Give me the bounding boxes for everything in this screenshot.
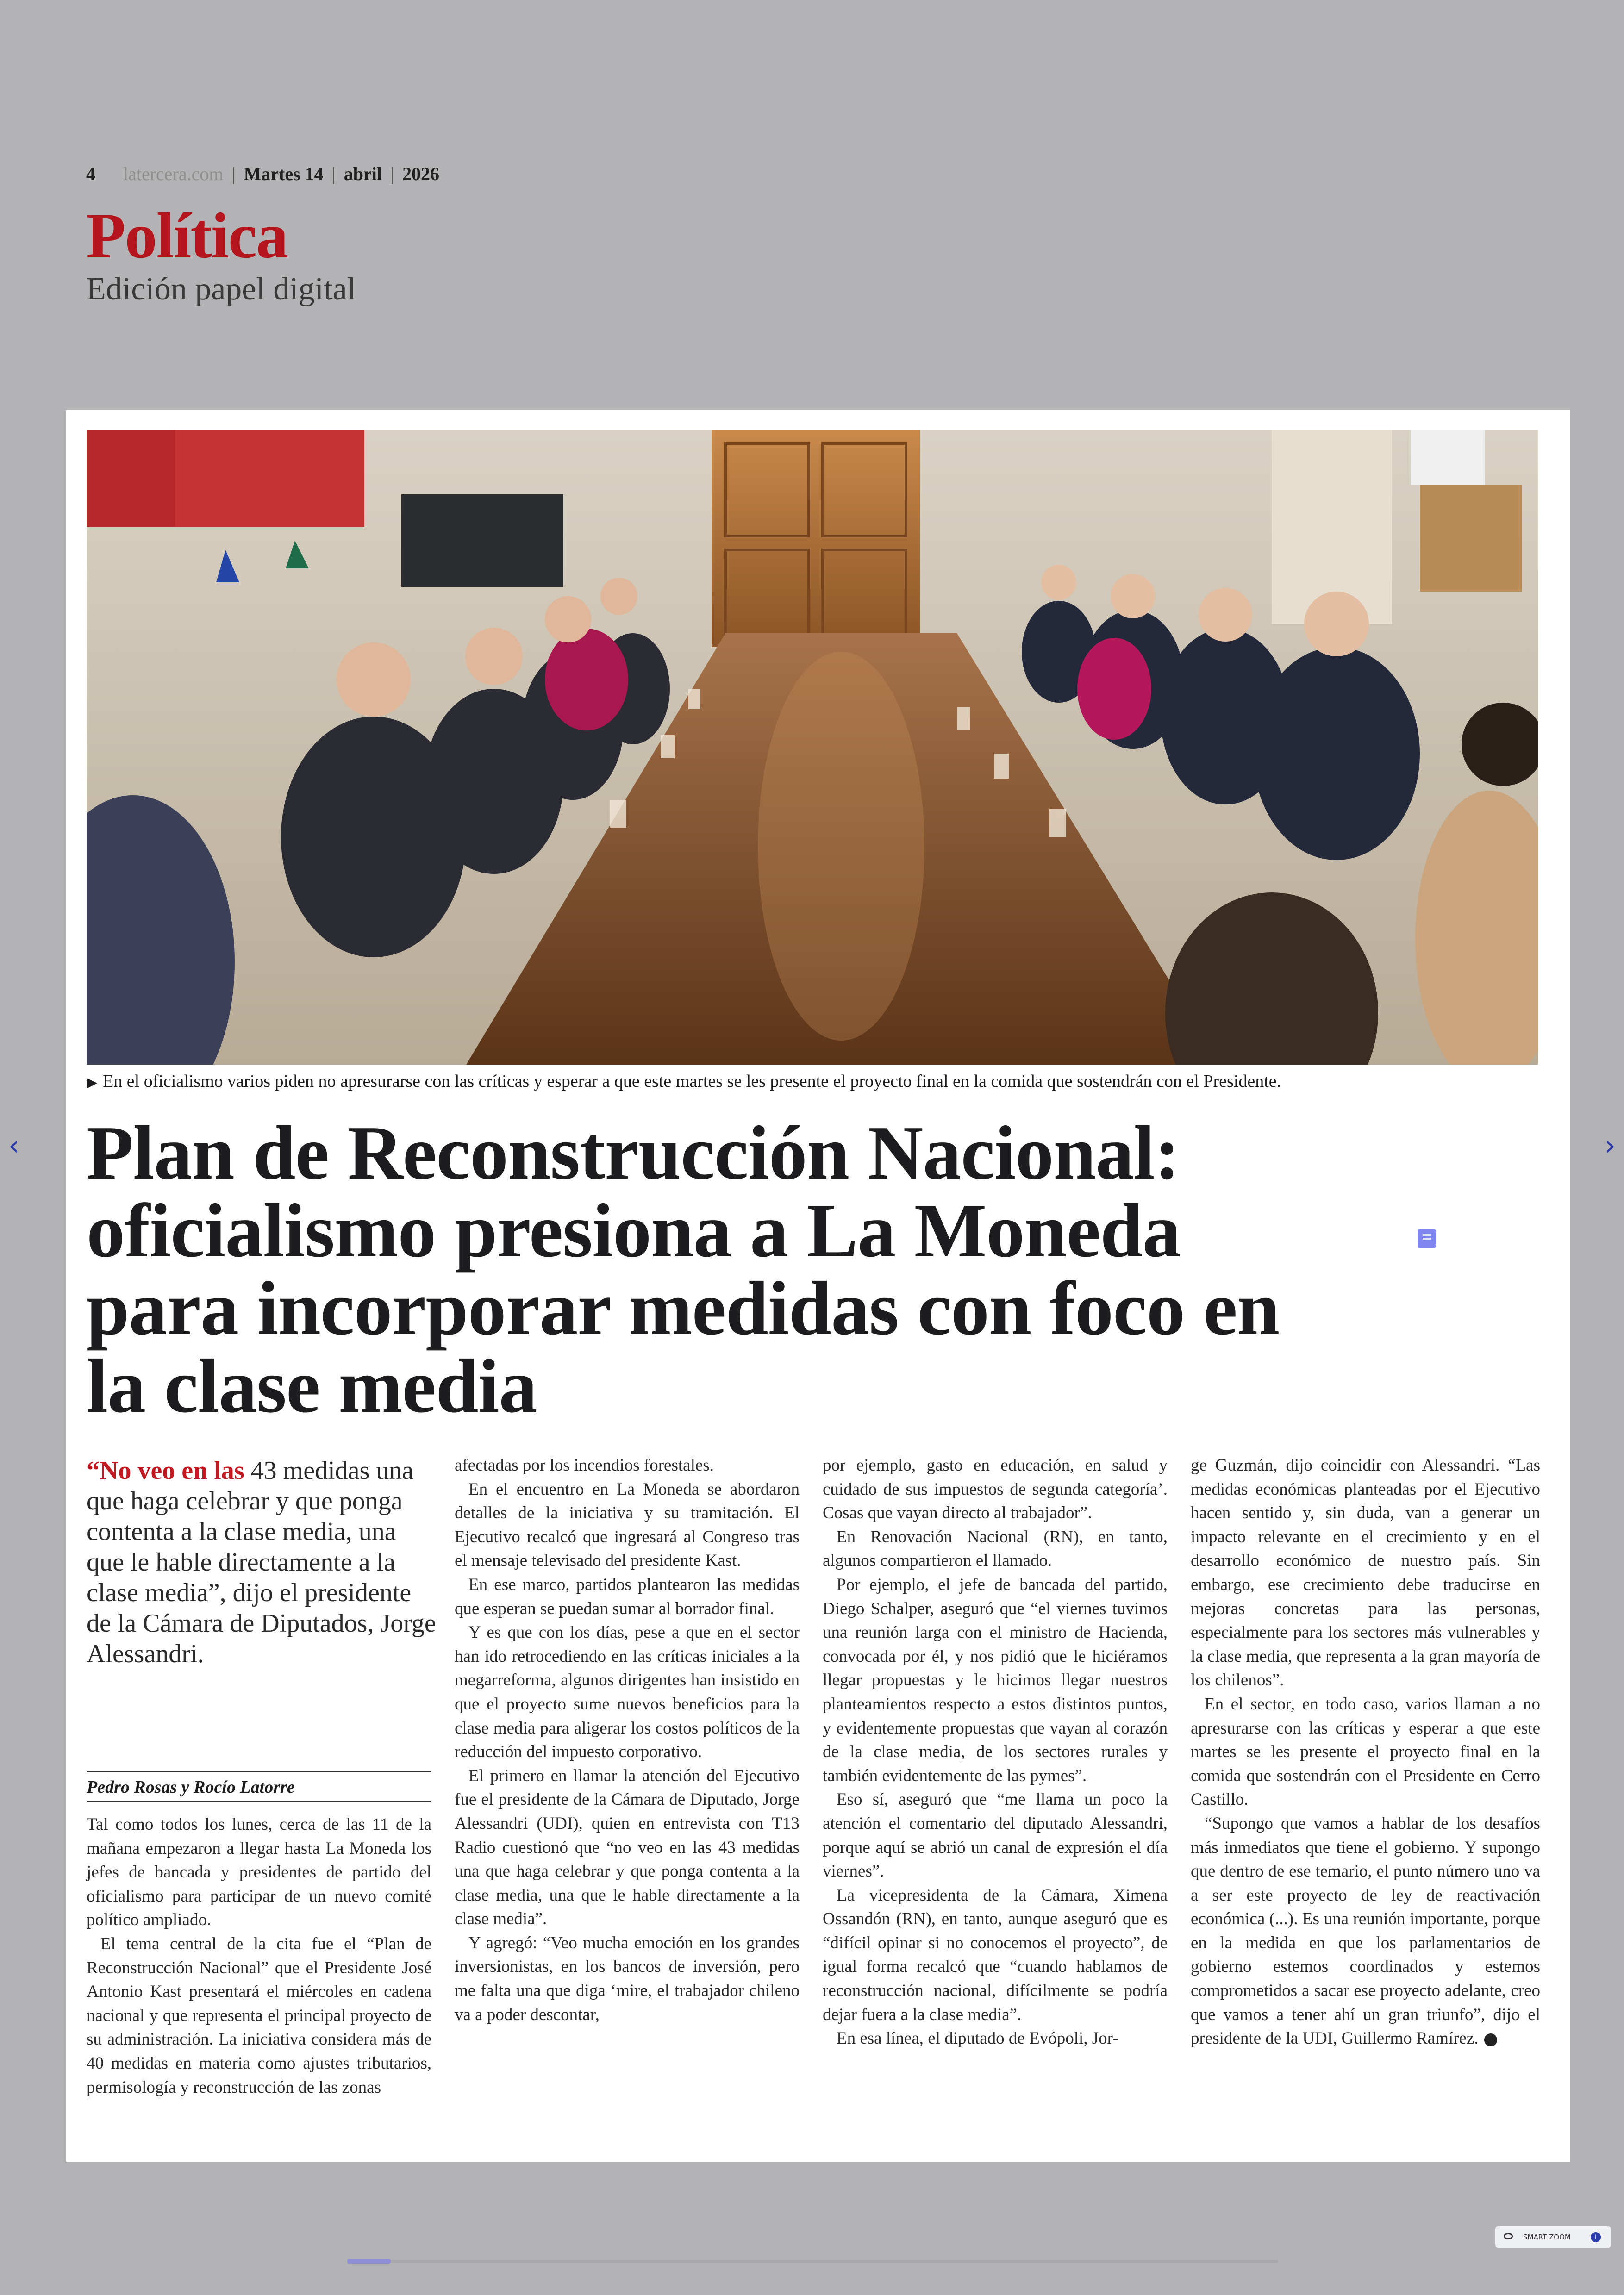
page-number: 4 xyxy=(86,163,95,184)
info-badge-icon: i xyxy=(1591,2232,1601,2242)
separator: | xyxy=(231,163,236,184)
end-mark-icon xyxy=(1484,2033,1497,2046)
smart-zoom-label: SMART ZOOM xyxy=(1523,2233,1571,2241)
article-column-3 xyxy=(823,1453,1168,2051)
paragraph: En esa línea, el diputado de Evópoli, Jor- xyxy=(837,2029,1118,2048)
section-title: Política xyxy=(86,200,287,272)
paragraph: Por ejemplo, el jefe de bancada del partido, Diego Schalper, aseguró que “el viernes tuvimos una reunión larga con el ministro de Hacienda, convocada por él, y nos pidió que le hiciéramos llegar propuestas y le hicimos llegar nuestros planteamientos respecto a estos distintos puntos, y evidentemente propuestas que vayan al corazón de la clase media, de los sectores rurales y también evidentemente de las pymes”. xyxy=(823,1575,1168,1785)
progress-thumb[interactable] xyxy=(347,2259,391,2264)
article-column-1 xyxy=(87,1813,431,2099)
page-note-icon[interactable] xyxy=(1418,1229,1436,1248)
byline: Pedro Rosas y Rocío Latorre xyxy=(87,1771,431,1802)
site-name: latercera.com xyxy=(123,163,224,184)
paragraph: Y agregó: “Veo mucha emoción en los grandes inversionistas, en los bancos de inversión, pero me falta una que diga ‘mire, el trabajador chileno va a poder descontar, xyxy=(455,1933,800,2024)
pull-quote xyxy=(87,1455,438,1669)
eye-icon xyxy=(1504,2233,1513,2239)
photo-caption xyxy=(87,1071,1538,1091)
paragraph: Eso sí, aseguró que “me llama un poco la atención el comentario del diputado Alessandri, porque aquí se abrió un canal de expresión el día viernes”. xyxy=(823,1790,1168,1881)
date-year: 2026 xyxy=(402,163,439,184)
article-column-2 xyxy=(455,1453,800,2027)
article-headline: Plan de Reconstrucción Nacional: oficialismo presiona a La Moneda para incorporar medidas con foco en la clase media xyxy=(87,1110,1280,1428)
paragraph-final xyxy=(1191,1812,1540,2051)
date-day: Martes 14 xyxy=(244,163,324,184)
paragraph: Y es que con los días, pese a que en el sector han ido retrocediendo en las críticas iniciales a la megarreforma, algunos dirigentes han insistido en que el proyecto sume nuevos beneficios para la clase media para aligerar los costos políticos de la reducción del impuesto corporativo. xyxy=(455,1623,800,1762)
paragraph-final-text: “Supongo que vamos a hablar de los desafíos más inmediatos que tiene el gobierno. Y supongo que dentro de ese temario, el punto número uno va a ser este proyecto de ley de reactivación económica (...). Es una reunión importante, porque en la medida en que los parlamentarios de gobierno estemos coordinados y estemos comprometidos a sacar ese proyecto adelante, creo que vamos a tener ahí un gran triunfo”, dijo el presidente de la UDI, Guillermo Ramírez. xyxy=(1191,1814,1540,2048)
separator: | xyxy=(390,163,394,184)
meta-line xyxy=(86,163,439,185)
caption-text: En el oficialismo varios piden no apresurarse con las críticas y esperar a que este martes se les presente el proyecto final en la comida que sostendrán con el Presidente. xyxy=(103,1072,1281,1091)
edition-subtitle: Edición papel digital xyxy=(86,271,356,307)
paragraph: En ese marco, partidos plantearon las medidas que esperan se puedan sumar al borrador final. xyxy=(455,1575,800,1618)
smart-zoom-button[interactable] xyxy=(1495,2226,1611,2248)
paragraph: ge Guzmán, dijo coincidir con Alessandri. “Las medidas económicas planteadas por el Ejecutivo hacen sentido y, sin duda, van a generar un impacto relevante en el crecimiento y en el desarrollo económico de nuestro país. Sin embargo, ese crecimiento debe traducirse en mejoras concretas para las personas, especialmente para los sectores más vulnerables y la clase media, que representa a la gran mayoría de los chilenos”. xyxy=(1191,1456,1540,1690)
photo-meeting-icon xyxy=(87,430,1538,1065)
caption-arrow-icon: ▶ xyxy=(87,1075,98,1090)
pull-quote-lead: “No veo en las xyxy=(87,1456,244,1485)
paragraph: El tema central de la cita fue el “Plan de Reconstrucción Nacional” que el Presidente José Antonio Kast presentará el miércoles en cadena nacional y que representa el principal proyecto de su administración. La iniciativa considera más de 40 medidas en materia como ajustes tributarios, permisología y reconstrucción de las zonas xyxy=(87,1934,431,2097)
paragraph: En el encuentro en La Moneda se abordaron detalles de la iniciativa y su tramitación. El Ejecutivo recalcó que ingresará al Congreso tras el mensaje televisado del presidente Kast. xyxy=(455,1479,800,1571)
meeting-photo xyxy=(87,430,1538,1065)
paragraph: Tal como todos los lunes, cerca de las 11 de la mañana empezaron a llegar hasta La Moneda los jefes de bancada y presidentes de partido del oficialismo para participar de un nuevo comité político ampliado. xyxy=(87,1815,431,1930)
separator: | xyxy=(331,163,336,184)
page-progress-bar[interactable] xyxy=(347,2260,1278,2263)
previous-page-icon[interactable]: ‹ xyxy=(8,1129,19,1162)
paragraph: La vicepresidenta de la Cámara, Ximena Ossandón (RN), en tanto, aunque aseguró que es “difícil opinar si no conocemos el proyecto”, de igual forma recalcó que “cuando hablamos de reconstrucción nacional, difícilmente se podría dejar fuera a la clase media”. xyxy=(823,1885,1168,2024)
article-column-4 xyxy=(1191,1453,1540,2051)
paragraph: por ejemplo, gasto en educación, en salud y cuidado de sus impuestos de segunda categoría’. Cosas que vayan directo al trabajador”. xyxy=(823,1456,1168,1523)
paragraph: El primero en llamar la atención del Ejecutivo fue el presidente de la Cámara de Diputado, Jorge Alessandri (UDI), quien en entrevista con T13 Radio cuestionó que “no veo en las 43 medidas una que haga celebrar y que ponga contenta a la clase media, una que le hable directamente a la clase media”. xyxy=(455,1766,800,1929)
paragraph: En Renovación Nacional (RN), en tanto, algunos compartieron el llamado. xyxy=(823,1527,1168,1571)
date-month: abril xyxy=(344,163,382,184)
pull-quote-text: 43 medidas una que haga celebrar y que ponga contenta a la clase media, una que le hable directamente a la clase media”, dijo el presidente de la Cámara de Diputados, Jorge Alessandri. xyxy=(87,1456,436,1668)
paragraph: En el sector, en todo caso, varios llaman a no apresurarse con las críticas y esperar a que este martes se les presente el proyecto final en la comida que sostendrán con el Presidente en Cerro Castillo. xyxy=(1191,1694,1540,1809)
edition-header xyxy=(86,157,734,324)
next-page-icon[interactable]: › xyxy=(1605,1129,1616,1162)
paragraph: afectadas por los incendios forestales. xyxy=(455,1456,714,1475)
newspaper-page[interactable] xyxy=(66,410,1570,2162)
